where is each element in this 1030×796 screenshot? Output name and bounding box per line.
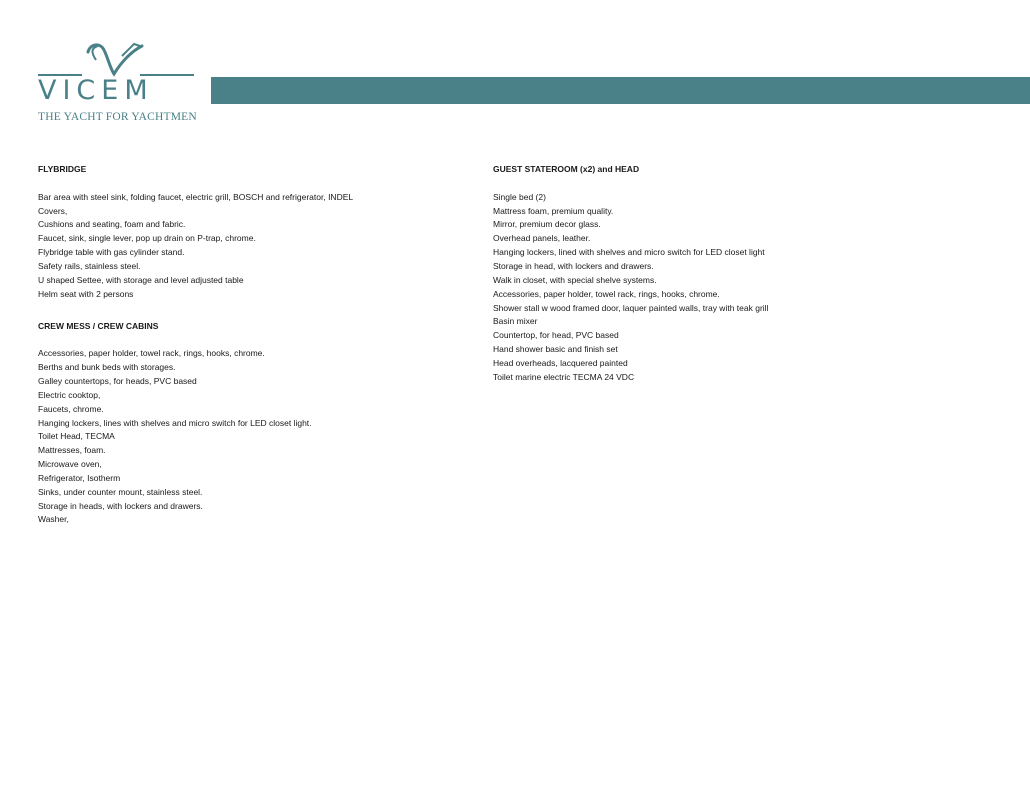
left-column [38, 163, 468, 527]
list-item: Hand shower basic and finish set [493, 344, 618, 355]
list-item: Safety rails, stainless steel. [38, 261, 141, 272]
list-item: Hanging lockers, lines with shelves and micro switch for LED closet light. [38, 417, 312, 428]
list-item: Hanging lockers, lined with shelves and micro switch for LED closet light [493, 247, 765, 258]
right-column [493, 163, 923, 385]
list-item: Berths and bunk beds with storages. [38, 362, 176, 373]
section-title-crew: CREW MESS / CREW CABINS [38, 320, 159, 331]
list-item: Toilet marine electric TECMA 24 VDC [493, 371, 635, 382]
crew-list [38, 347, 468, 527]
list-item: Head overheads, lacquered painted [493, 357, 628, 368]
vicem-monogram-icon [38, 40, 198, 80]
flybridge-list [38, 191, 468, 302]
list-item: Accessories, paper holder, towel rack, rings, hooks, chrome. [493, 288, 720, 299]
list-item: Storage in head, with lockers and drawers. [493, 261, 654, 272]
list-item: Faucet, sink, single lever, pop up drain on P-trap, chrome. [38, 233, 256, 244]
list-item: Washer, [38, 514, 69, 525]
brand-tagline: THE YACHT FOR YACHTMEN [38, 111, 197, 123]
list-item: Mattress foam, premium quality. [493, 205, 614, 216]
list-item: Countertop, for head, PVC based [493, 330, 619, 341]
list-item: Refrigerator, Isotherm [38, 472, 121, 483]
list-item: Covers, [38, 205, 68, 216]
list-item: Walk in closet, with special shelve systems. [493, 274, 657, 285]
list-item: Mirror, premium decor glass. [493, 219, 601, 230]
section-title-guest: GUEST STATEROOM (x2) and HEAD [493, 164, 640, 174]
list-item: U shaped Settee, with storage and level adjusted table [38, 274, 244, 285]
guest-list [493, 191, 923, 385]
brand-wordmark: VICEM [38, 75, 154, 106]
list-item: Mattresses, foam. [38, 445, 106, 456]
list-item: Storage in heads, with lockers and drawers. [38, 500, 203, 511]
list-item: Electric cooktop, [38, 389, 101, 400]
list-item: Shower stall w wood framed door, laquer painted walls, tray with teak grill [493, 302, 769, 313]
list-item: Galley countertops, for heads, PVC based [38, 376, 197, 387]
list-item: Accessories, paper holder, towel rack, rings, hooks, chrome. [38, 348, 265, 359]
list-item: Overhead panels, leather. [493, 233, 591, 244]
list-item: Basin mixer [493, 316, 538, 327]
list-item: Sinks, under counter mount, stainless steel. [38, 486, 203, 497]
list-item: Flybridge table with gas cylinder stand. [38, 247, 185, 258]
section-title-flybridge: FLYBRIDGE [38, 164, 87, 174]
list-item: Toilet Head, TECMA [38, 431, 115, 442]
list-item: Microwave oven, [38, 459, 102, 470]
list-item: Single bed (2) [493, 191, 546, 202]
list-item: Faucets, chrome. [38, 403, 104, 414]
list-item: Helm seat with 2 persons [38, 288, 134, 299]
list-item: Cushions and seating, foam and fabric. [38, 219, 186, 230]
header-bar [211, 77, 1030, 104]
list-item: Bar area with steel sink, folding faucet, electric grill, BOSCH and refrigerator, INDEL [38, 191, 354, 202]
